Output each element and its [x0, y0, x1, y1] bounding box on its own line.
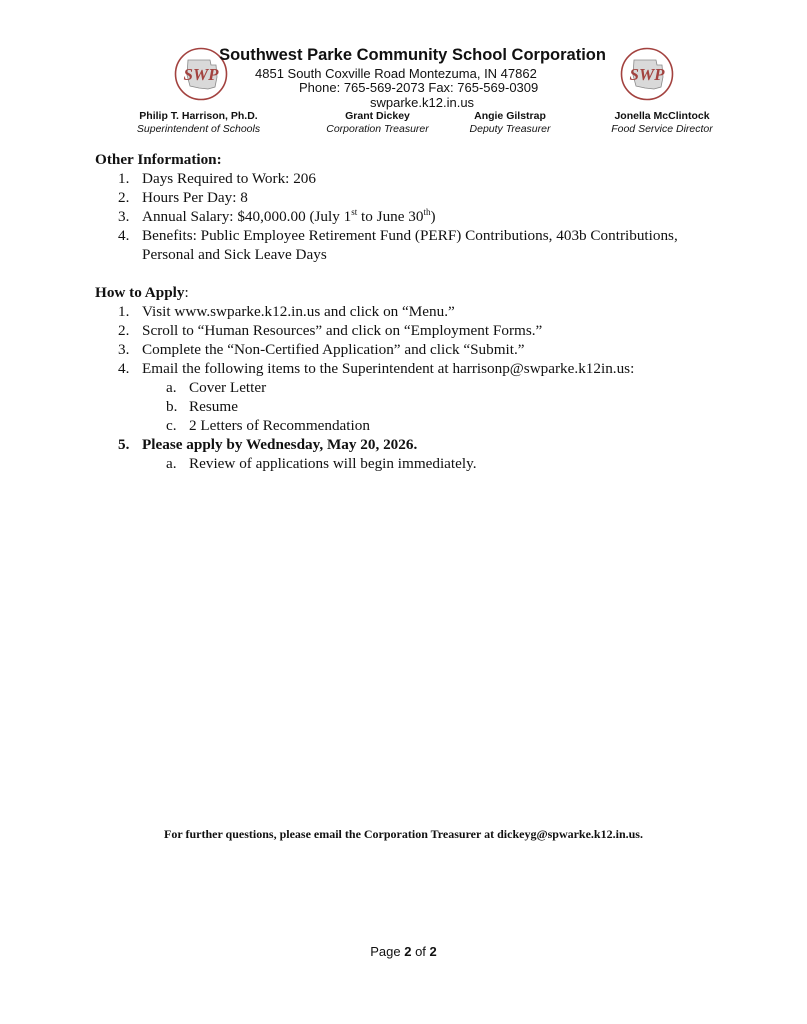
- logo-text-right: SWP: [629, 65, 665, 84]
- list-text: Hours Per Day: 8: [142, 189, 248, 206]
- list-text: to June 30: [357, 208, 424, 225]
- sub-list-text: 2 Letters of Recommendation: [189, 417, 370, 434]
- list-item: [95, 169, 735, 188]
- staff-title: Food Service Director: [611, 123, 713, 135]
- list-text: Scroll to “Human Resources” and click on “Employment Forms.”: [142, 322, 543, 339]
- superscript: th: [423, 206, 431, 217]
- page-of: of: [415, 944, 426, 959]
- sub-list-item: [95, 454, 735, 473]
- list-text: Email the following items to the Superintendent at harrisonp@swparke.k12in.us:: [142, 360, 635, 377]
- footer-contact-note: For further questions, please email the Corporation Treasurer at dickeyg@spwarke.k12.in.us.: [164, 827, 643, 841]
- page-current: 2: [404, 944, 412, 959]
- list-item-salary: [95, 207, 735, 226]
- sub-list-letter: b.: [166, 398, 178, 415]
- list-text: Personal and Sick Leave Days: [142, 246, 327, 263]
- staff-title: Deputy Treasurer: [469, 123, 551, 135]
- staff-name: Grant Dickey: [345, 110, 410, 122]
- staff-superintendent: [126, 110, 271, 135]
- document-body: [95, 150, 735, 473]
- org-website: swparke.k12.in.us: [370, 95, 475, 110]
- list-number: 3.: [118, 341, 130, 358]
- sub-list-text: Review of applications will begin immediately.: [189, 455, 477, 472]
- list-number: 4.: [118, 227, 130, 244]
- list-number: 1.: [118, 170, 130, 187]
- sub-list-letter: a.: [166, 455, 177, 472]
- list-item: [95, 188, 735, 207]
- list-number: 3.: [118, 208, 130, 225]
- list-number: 2.: [118, 189, 130, 206]
- staff-title: Corporation Treasurer: [326, 123, 429, 135]
- list-number: 5.: [118, 436, 130, 453]
- sub-list-item: [95, 416, 735, 435]
- heading-colon: :: [184, 284, 189, 301]
- staff-deputy-treasurer: [460, 110, 560, 135]
- staff-food-service-director: [598, 110, 726, 135]
- list-item: [95, 321, 735, 340]
- page-label: Page: [370, 944, 401, 959]
- how-to-apply-heading: [95, 283, 735, 302]
- list-number: 4.: [118, 360, 130, 377]
- list-text: Please apply by Wednesday, May 20, 2026.: [142, 436, 418, 453]
- sub-list-item: [95, 378, 735, 397]
- sub-list-letter: a.: [166, 379, 177, 396]
- list-item: [95, 359, 735, 378]
- staff-name: Angie Gilstrap: [474, 110, 546, 122]
- list-text: Annual Salary: $40,000.00 (July 1: [142, 208, 352, 225]
- list-text: Benefits: Public Employee Retirement Fund (PERF) Contributions, 403b Contributions,: [142, 227, 678, 244]
- org-phone-fax: Phone: 765-569-2073 Fax: 765-569-0309: [299, 80, 539, 95]
- staff-name: Jonella McClintock: [614, 110, 710, 122]
- sub-list-text: Cover Letter: [189, 379, 267, 396]
- logo-text-left: SWP: [183, 65, 219, 84]
- list-item: [95, 340, 735, 359]
- list-text: Days Required to Work: 206: [142, 170, 316, 187]
- list-item: [95, 302, 735, 321]
- list-text: ): [430, 208, 436, 225]
- page-total: 2: [429, 944, 437, 959]
- sub-list-text: Resume: [189, 398, 238, 415]
- list-item-benefits: [95, 226, 735, 264]
- superscript: st: [351, 206, 358, 217]
- org-name: Southwest Parke Community School Corporation: [219, 46, 606, 64]
- staff-title: Superintendent of Schools: [136, 123, 261, 135]
- list-number: 1.: [118, 303, 130, 320]
- sub-list-letter: c.: [166, 417, 177, 434]
- how-to-apply-list: [95, 302, 735, 473]
- staff-treasurer: [315, 110, 440, 135]
- list-item-deadline: [95, 435, 735, 454]
- page-number: [0, 944, 807, 959]
- heading-text: How to Apply: [95, 284, 185, 301]
- list-number: 2.: [118, 322, 130, 339]
- list-text: Visit www.swparke.k12.in.us and click on “Menu.”: [142, 303, 455, 320]
- sub-list-item: [95, 397, 735, 416]
- other-info-heading: Other Information:: [95, 151, 222, 168]
- other-info-list: [95, 169, 735, 264]
- list-text: Complete the “Non-Certified Application” and click “Submit.”: [142, 341, 525, 358]
- staff-name: Philip T. Harrison, Ph.D.: [139, 110, 258, 122]
- org-address: 4851 South Coxville Road Montezuma, IN 47862: [255, 66, 537, 81]
